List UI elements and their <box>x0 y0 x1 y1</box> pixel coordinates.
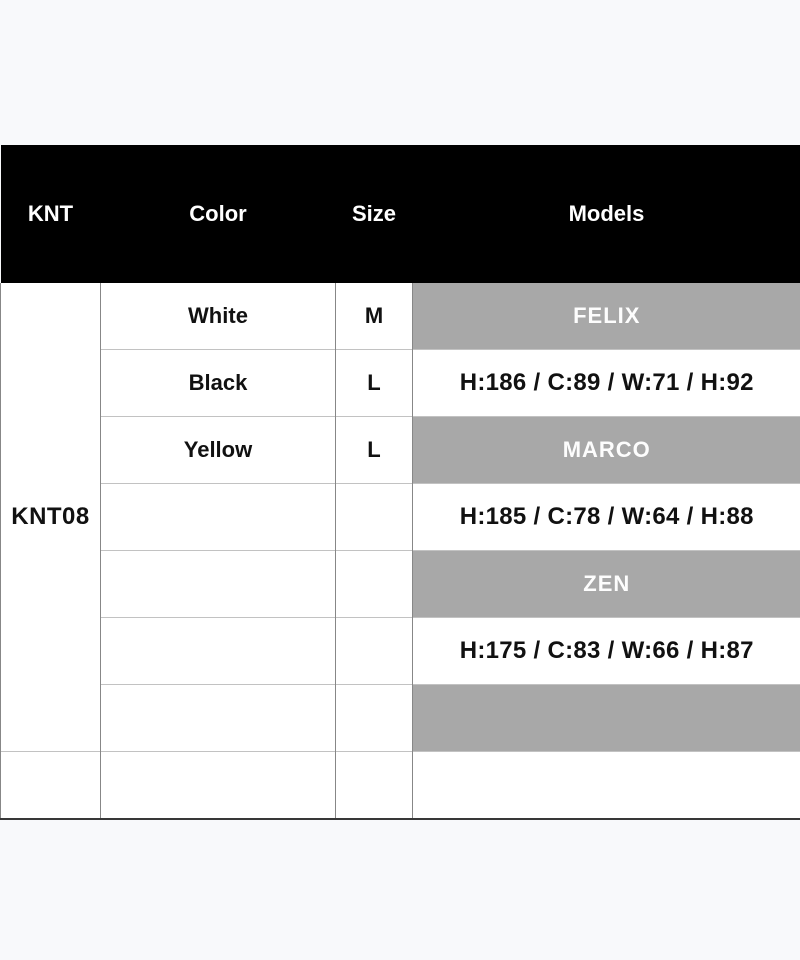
model-name-cell: ZEN <box>413 551 800 618</box>
model-name-cell: FELIX <box>413 283 800 350</box>
model-measurements-cell: H:175 / C:83 / W:66 / H:87 <box>413 618 800 685</box>
color-cell: Yellow <box>101 417 336 484</box>
size-cell: L <box>336 350 413 417</box>
size-cell <box>336 618 413 685</box>
color-cell: Black <box>101 350 336 417</box>
product-code-cell: KNT08 <box>1 283 101 752</box>
color-cell <box>101 484 336 551</box>
table-body <box>1 283 800 819</box>
table-row <box>1 417 800 484</box>
table-row <box>1 618 800 685</box>
product-code-empty-cell <box>1 752 101 820</box>
table-header <box>1 145 800 283</box>
header-row <box>1 145 800 283</box>
table-row <box>1 350 800 417</box>
header-cell-size: Size <box>336 145 413 283</box>
model-measurements-cell: H:186 / C:89 / W:71 / H:92 <box>413 350 800 417</box>
model-name-cell <box>413 685 800 752</box>
table-row <box>1 484 800 551</box>
size-cell <box>336 752 413 820</box>
color-cell <box>101 551 336 618</box>
size-cell <box>336 685 413 752</box>
table-row <box>1 551 800 618</box>
header-cell-color: Color <box>101 145 336 283</box>
color-cell <box>101 685 336 752</box>
size-cell <box>336 551 413 618</box>
table-row <box>1 283 800 350</box>
table-row <box>1 752 800 820</box>
size-cell: L <box>336 417 413 484</box>
table-row <box>1 685 800 752</box>
color-cell <box>101 618 336 685</box>
product-size-chart-table <box>0 145 800 820</box>
model-name-cell: MARCO <box>413 417 800 484</box>
header-cell-models: Models <box>413 145 800 283</box>
model-measurements-cell: H:185 / C:78 / W:64 / H:88 <box>413 484 800 551</box>
color-cell <box>101 752 336 820</box>
color-cell: White <box>101 283 336 350</box>
size-cell: M <box>336 283 413 350</box>
header-cell-knt: KNT <box>1 145 101 283</box>
model-measurements-cell <box>413 752 800 820</box>
size-cell <box>336 484 413 551</box>
